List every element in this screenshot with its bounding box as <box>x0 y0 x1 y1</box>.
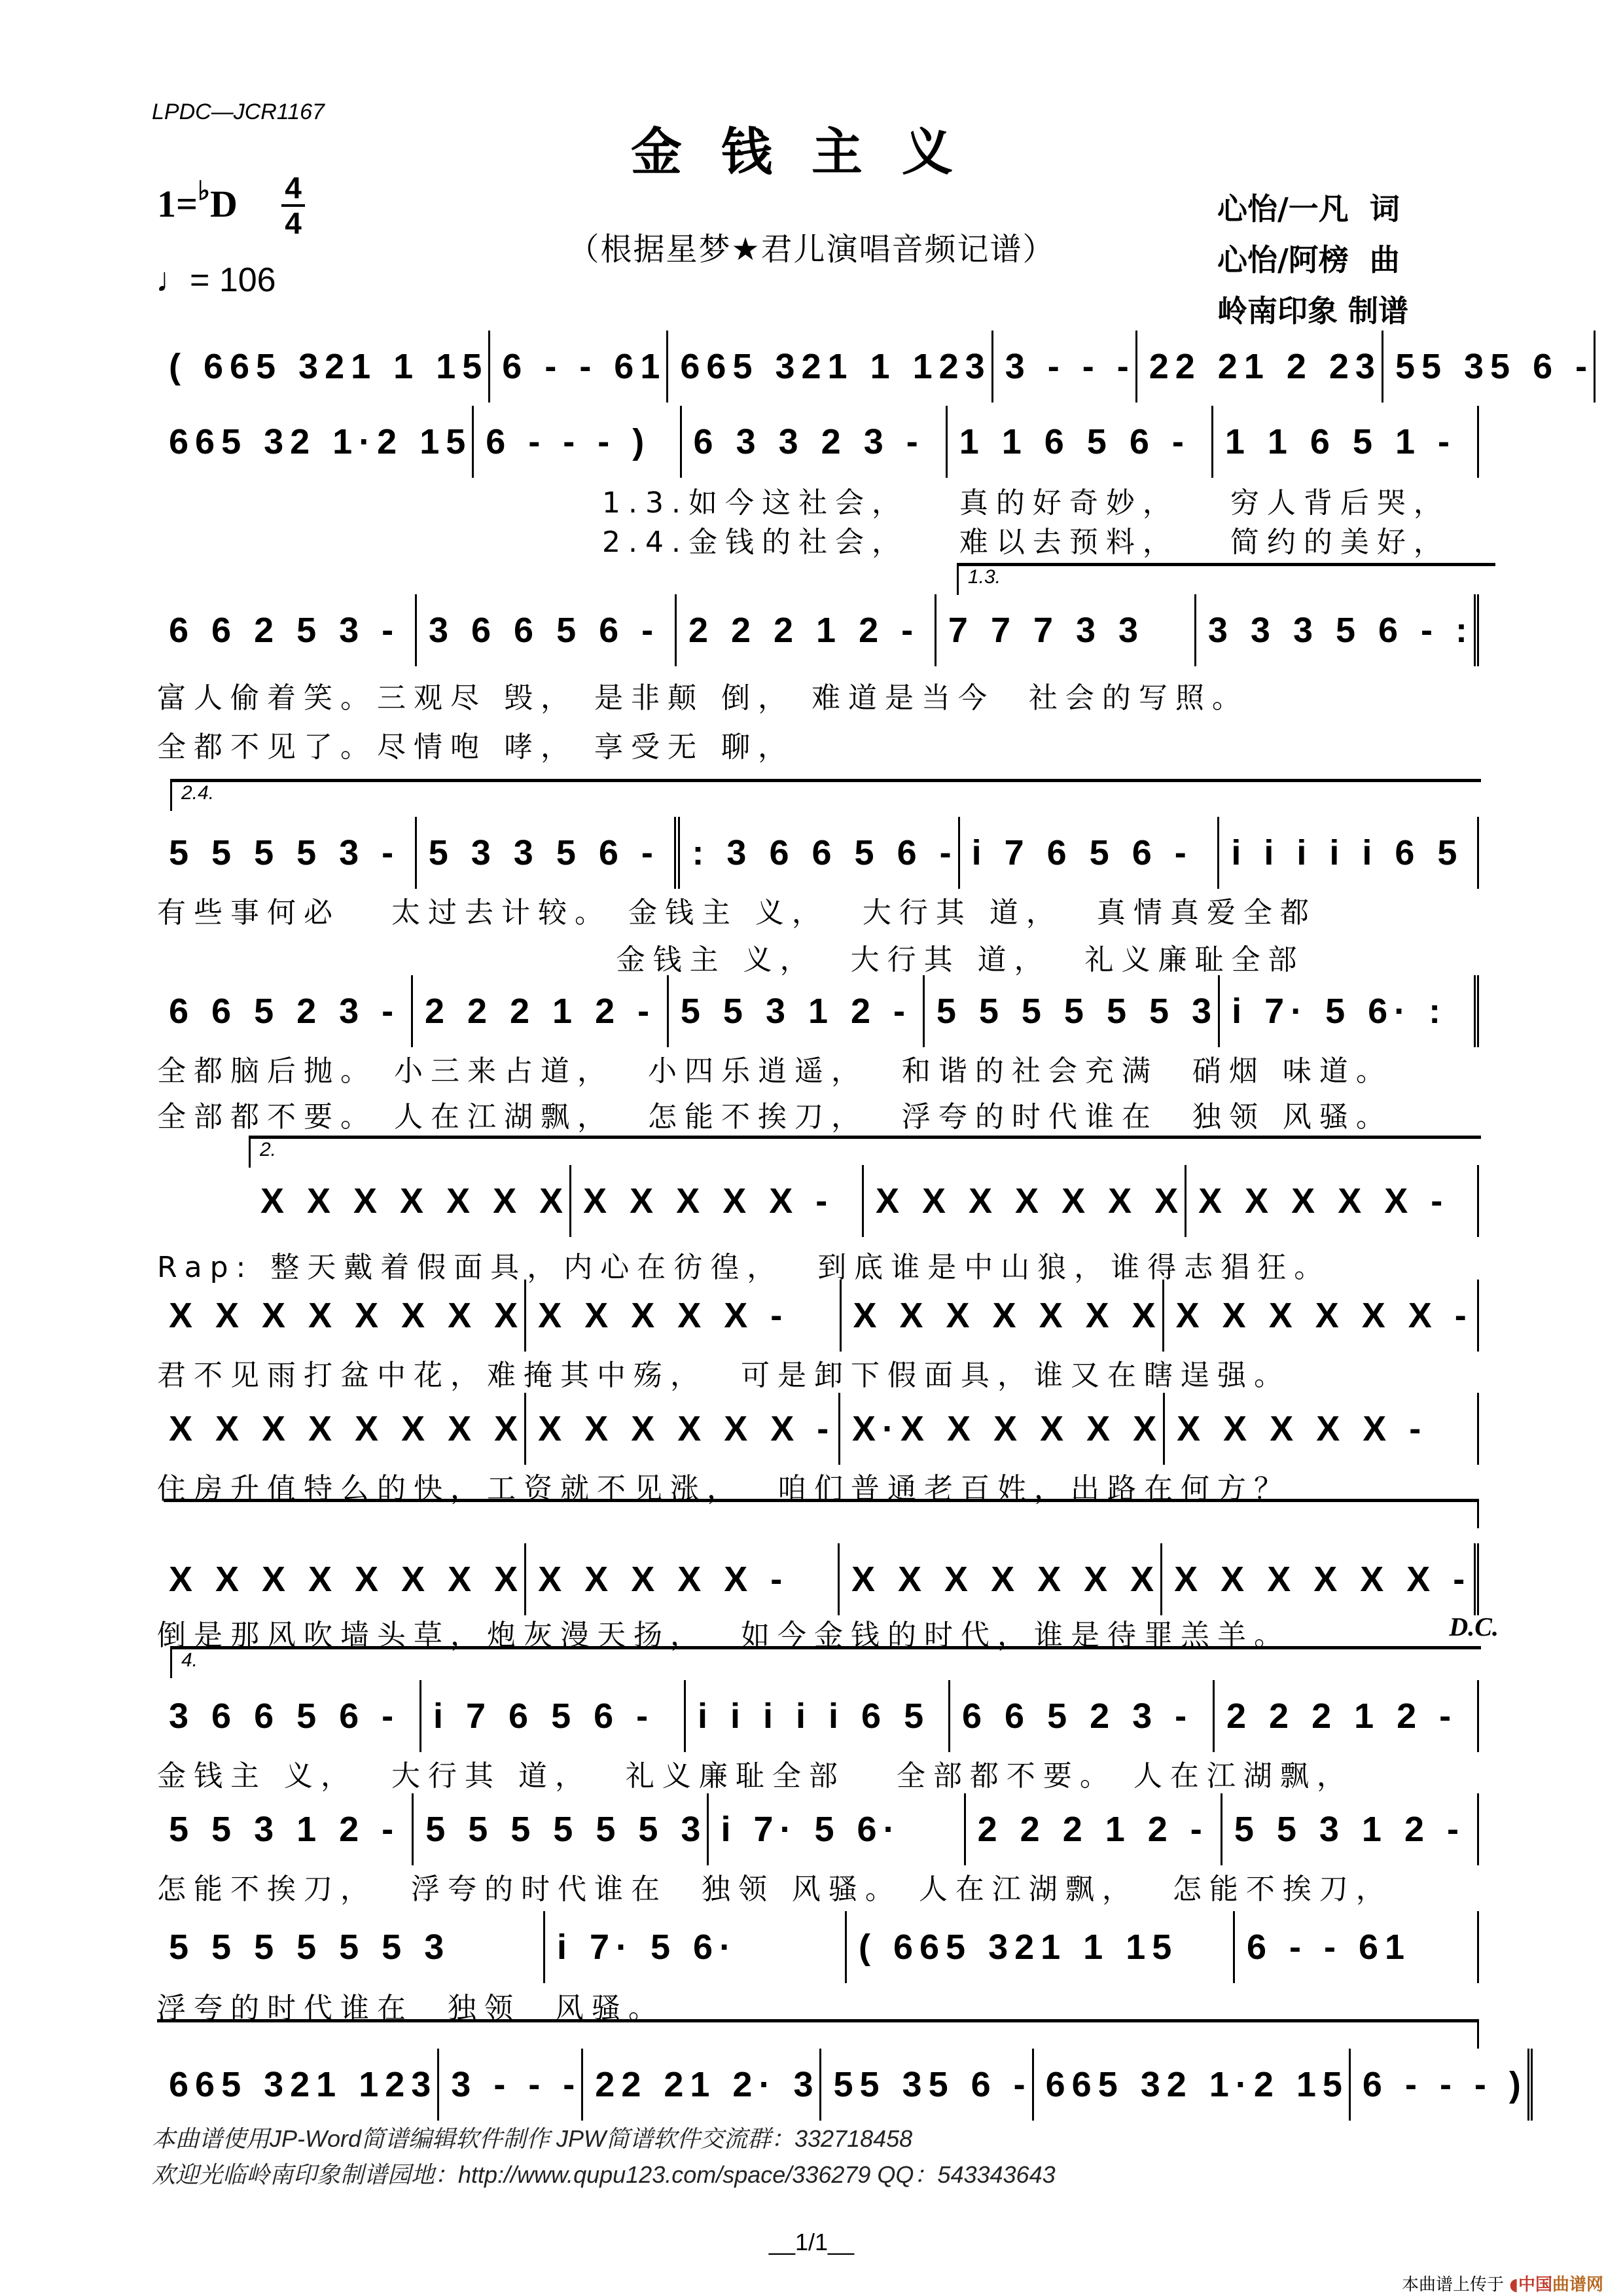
system-2 <box>157 406 1479 563</box>
system-6 <box>157 1136 1479 1293</box>
system-12 <box>157 1911 1479 2029</box>
measure: i i i i i 6 5 <box>684 1680 948 1752</box>
lyric-line-1: 1.3.如今这社会， 真的好奇妙， 穷人背后哭， <box>602 486 1450 520</box>
site-logo-icon: ◖ <box>1509 2275 1518 2295</box>
measure: i 7 6 5 6 - <box>419 1680 684 1752</box>
time-top: 4 <box>285 171 302 205</box>
measure: 3 3 3 5 6 - : <box>1194 594 1479 666</box>
upload-badge[interactable] <box>1402 2271 1603 2295</box>
volta-bracket <box>170 779 1481 811</box>
measure: X X X X X X X <box>260 1181 570 1221</box>
measure: X X X X X X X <box>838 1543 1160 1615</box>
measure: 2 2 2 1 2 - <box>1213 1680 1479 1752</box>
lyric-line-1: 君不见雨打盆中花，难掩其中殇， 可是卸下假面具，谁又在瞎逞强。 <box>157 1359 1291 1392</box>
measure: 7 7 7 3 3 <box>935 594 1194 666</box>
dc-marking: D.C. <box>1449 1612 1499 1641</box>
volta-label: 1.3. <box>968 566 1001 588</box>
system-8 <box>157 1393 1479 1504</box>
measure: 2 2 2 1 2 - <box>675 594 935 666</box>
measure: 665 32 1·2 15 <box>169 422 473 461</box>
measure: 1 1 6 5 6 - <box>946 406 1211 478</box>
measure: X X X X X X X X <box>169 1296 525 1335</box>
lyric-line-1: 怎能不挨刀， 浮夸的时代谁在 独领 风骚。 人在江湖飘， 怎能不挨刀， <box>157 1873 1393 1906</box>
measure: 6 - - 61 <box>1233 1911 1479 1983</box>
footer-software-note: 本曲谱使用JP-Word简谱编辑软件制作 JPW简谱软件交流群：332718458 <box>152 2125 913 2152</box>
measure-row <box>157 817 1479 889</box>
measure: 6 6 2 5 3 - <box>169 611 401 650</box>
measure: 5 5 5 5 3 - <box>169 833 401 872</box>
lyric-line-2: 2.4.金钱的社会， 难以去预料， 简约的美好， <box>602 526 1450 559</box>
measure: 22 21 2 23 <box>1135 331 1382 403</box>
measure: 2 2 2 1 2 - <box>411 975 667 1047</box>
lyric-line-1: 住房升值特么的快，工资就不见涨， 咱们普通老百姓，出路在何方？ <box>157 1472 1291 1505</box>
measure: 3 - - - <box>991 331 1135 403</box>
system-13 <box>157 2019 1527 2124</box>
measure: 6 - - - ) <box>1349 2049 1533 2121</box>
measure: 22 21 2· 3 <box>581 2049 819 2121</box>
measure: ( 665 321 1 15 <box>169 347 489 386</box>
measure: 6 6 5 2 3 - <box>948 1680 1213 1752</box>
lyric-line-2: 全都不见了。尽情咆 哮， 享受无 聊， <box>157 730 794 764</box>
measure: X X X X X - <box>524 1543 838 1615</box>
measure: 5 5 3 1 2 - <box>667 975 923 1047</box>
key-signature <box>157 175 238 226</box>
measure-row <box>157 406 1479 478</box>
system-3 <box>157 563 1479 772</box>
measure: 5 5 5 5 5 5 3 <box>169 1928 451 1967</box>
tempo-value: = 106 <box>190 261 276 299</box>
volta-label: 2. <box>260 1139 277 1160</box>
measure: 2 2 2 1 2 - <box>964 1793 1221 1865</box>
system-5 <box>157 975 1479 1145</box>
measure: 6 6 5 2 3 - <box>169 992 401 1031</box>
lyric-line-1: 倒是那风吹墙头草，炮灰漫天扬， 如今金钱的时代，谁是待罪羔羊。 <box>157 1619 1291 1652</box>
time-bottom: 4 <box>285 206 302 240</box>
system-11 <box>157 1793 1479 1911</box>
brand-name-2: 曲谱网 <box>1552 2275 1603 2295</box>
lyric-line-1: Rap: 整天戴着假面具，内心在彷徨， 到底谁是中山狼，谁得志猖狂。 <box>157 1251 1331 1284</box>
measure-row <box>157 1911 1479 1983</box>
measure: X X X X X - <box>524 1280 839 1352</box>
measure: 665 321 123 <box>169 2065 438 2104</box>
lyricist-credit: 心怡/一凡 词 <box>1217 191 1400 226</box>
system-1 <box>157 331 1594 403</box>
arranger-credit: 岭南印象 制谱 <box>1217 293 1409 329</box>
measure: i 7· 5 6· : <box>1218 975 1479 1047</box>
measure: X X X X X - <box>1163 1393 1479 1465</box>
measure: X X X X X X - <box>1162 1280 1479 1352</box>
measure: X X X X X - <box>1185 1165 1479 1237</box>
measure: X X X X X X X X <box>169 1409 525 1448</box>
measure: 665 32 1·2 15 <box>1032 2049 1349 2121</box>
measure: 665 321 1 123 <box>666 331 991 403</box>
measure: X X X X X X - <box>524 1393 838 1465</box>
measure: i 7· 5 6· <box>543 1911 845 1983</box>
lyric-line-2: 金钱主 义， 大行其 道， 礼义廉耻全部 <box>157 943 1305 977</box>
measure: : 3 6 6 5 6 - <box>674 817 957 889</box>
credits <box>1217 183 1408 336</box>
measure: 3 6 6 5 6 - <box>169 1696 401 1736</box>
key-note: D <box>209 183 238 225</box>
measure: 5 3 3 5 6 - <box>415 817 675 889</box>
composer-credit: 心怡/阿榜 曲 <box>1217 242 1400 278</box>
key-prefix: 1= <box>157 183 198 225</box>
page-number: __1/1__ <box>768 2229 855 2255</box>
measure-row <box>157 1280 1479 1352</box>
measure: 5 5 3 1 2 - <box>169 1810 401 1849</box>
brand-name-1: 中国 <box>1518 2275 1552 2295</box>
measure: ( 665 321 1 15 <box>845 1911 1233 1983</box>
measure: 5 5 5 5 5 5 3 <box>412 1793 707 1865</box>
section-divider <box>157 2019 1479 2049</box>
lyric-line-1: 浮夸的时代谁在 独领 风骚。 <box>157 1992 665 2025</box>
measure-row <box>157 975 1479 1047</box>
measure: 3 - - - <box>437 2049 581 2121</box>
measure: 6 - - 61 <box>488 331 666 403</box>
measure: X X X X X X X <box>862 1165 1185 1237</box>
measure: 1 1 6 5 1 - <box>1211 406 1479 478</box>
measure: X·X X X X X X <box>838 1393 1163 1465</box>
measure-row <box>157 1393 1479 1465</box>
measure-row <box>157 1793 1479 1865</box>
measure: 6 3 3 2 3 - <box>680 406 946 478</box>
system-4 <box>157 779 1479 977</box>
measure-row <box>157 2049 1527 2121</box>
volta-label: 2.4. <box>181 782 215 804</box>
system-7 <box>157 1280 1479 1391</box>
lyric-line-1: 全都脑后抛。 小三来占道， 小四乐逍遥， 和谐的社会充满 硝烟 味道。 <box>157 1054 1393 1088</box>
measure: 6 - - - ) <box>472 406 679 478</box>
measure: X X X X X X - <box>1160 1543 1479 1615</box>
volta-label: 4. <box>181 1649 198 1671</box>
section-divider <box>164 1499 1479 1528</box>
flat-icon: ♭ <box>198 176 210 206</box>
page-title: 金钱主义 <box>630 122 992 182</box>
lyric-line-2: 全部都不要。 人在江湖飘， 怎能不挨刀， 浮夸的时代谁在 独领 风骚。 <box>157 1100 1393 1134</box>
upload-text: 本曲谱上传于 <box>1401 2275 1504 2295</box>
quarter-note-icon: ♩ <box>156 261 190 299</box>
measure: i 7 6 5 6 - <box>958 817 1218 889</box>
measure-row <box>157 1543 1479 1615</box>
lyric-line-1: 金钱主 义， 大行其 道， 礼义廉耻全部 全部都不要。 人在江湖飘， <box>157 1759 1353 1793</box>
measure-row <box>249 1165 1479 1237</box>
footer-website-note: 欢迎光临岭南印象制谱园地：http://www.qupu123.com/space/336279 QQ：543343643 <box>152 2161 1056 2188</box>
subtitle: （根据星梦★君儿演唱音频记谱） <box>567 231 1056 268</box>
measure: 55 35 6 - <box>1382 331 1596 403</box>
measure-row <box>157 594 1479 666</box>
volta-bracket <box>249 1136 1481 1168</box>
volta-bracket <box>170 1646 1481 1678</box>
measure: X X X X X X X <box>840 1280 1162 1352</box>
measure: 55 35 6 - <box>819 2049 1031 2121</box>
measure: X X X X X - <box>569 1165 862 1237</box>
volta-bracket <box>957 563 1495 595</box>
measure: 3 6 6 5 6 - <box>415 594 675 666</box>
measure: i 7· 5 6· <box>707 1793 963 1865</box>
measure: X X X X X X X X <box>169 1560 525 1599</box>
lyric-line-1: 有些事何必 太过去计较。 金钱主 义， 大行其 道， 真情真爱全都 <box>157 896 1317 929</box>
measure: i i i i i 6 5 <box>1217 817 1479 889</box>
measure-row <box>157 331 1594 403</box>
measure-row <box>157 1680 1479 1752</box>
system-10 <box>157 1646 1479 1793</box>
measure: 5 5 3 1 2 - <box>1221 1793 1479 1865</box>
lyric-line-1: 富人偷着笑。三观尽 毁， 是非颠 倒， 难道是当今 社会的写照。 <box>157 681 1249 715</box>
system-9 <box>157 1499 1499 1652</box>
measure: 5 5 5 5 5 5 3 <box>923 975 1218 1047</box>
score-code: LPDC—JCR1167 <box>152 99 325 124</box>
